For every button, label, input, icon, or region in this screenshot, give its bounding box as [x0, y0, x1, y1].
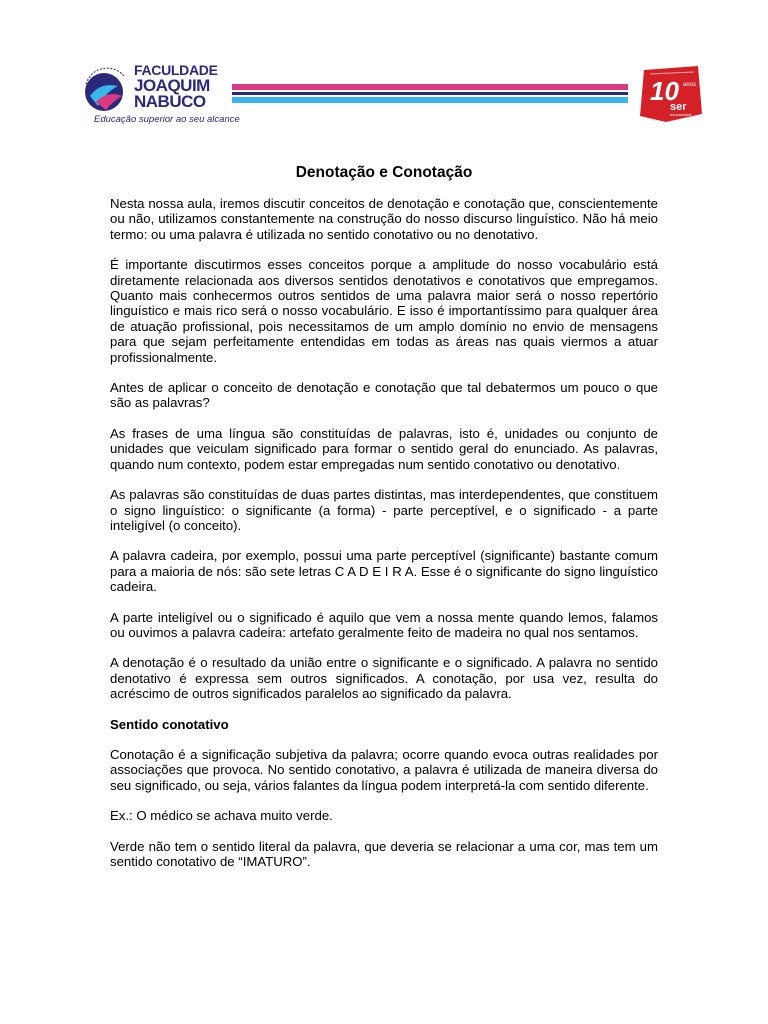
pink-stripe [232, 84, 628, 90]
ser-10-anos-badge-icon [636, 64, 706, 126]
paragraph: Conotação é a significação subjetiva da palavra; ocorre quando evoca outras realidades por associações que provoca. No sentido conotativo, a palavra é utilizada de maneira diversa do seu significado, ou seja, vários falantes da língua podem interpretá-la com sentido diferente. [110, 746, 658, 793]
paragraph: A palavra cadeira, por exemplo, possui uma parte perceptível (significante) bastante comum para a maioria de nós: são sete letras C A D E I R A. Esse é o significante do signo linguístico cadeira. [110, 548, 658, 595]
document-body [110, 160, 658, 884]
cyan-stripe [232, 97, 628, 103]
logo-line-2: JOAQUIM [134, 76, 210, 95]
document-title: Denotação e Conotação [295, 164, 473, 181]
badge-anos: anos [683, 82, 697, 88]
paragraph: Antes de aplicar o conceito de denotação e conotação que tal debatermos um pouco o que são as palavras? [110, 380, 658, 411]
logo-line-3: NABUCO [134, 92, 206, 111]
badge-small: educacional [670, 112, 692, 117]
section-subtitle: Sentido conotativo [110, 716, 229, 732]
paragraph: A parte inteligível ou o significado é aquilo que vem a nossa mente quando lemos, falamos ou ouvimos a palavra cadeira: artefato geralmente feito de madeira no qual nos sentamos. [110, 609, 658, 640]
logo-line-1: FACULDADE [134, 62, 218, 78]
paragraph: A denotação é o resultado da união entre o significante e o significado. A palavra no sentido denotativo é expressa sem outros significados. A conotação, por usa vez, resulta do acréscimo de outros significados paralelos ao significado da palavra. [110, 655, 658, 702]
paragraph: Nesta nossa aula, iremos discutir conceitos de denotação e conotação que, conscientemente ou não, utilizamos constantemente na construção do nosso discurso linguístico. Não há meio termo: ou uma palavra é utilizada no sentido conotativo ou no denotativo. [110, 196, 658, 242]
paragraph: As frases de uma língua são constituídas de palavras, isto é, unidades ou conjunto de unidades que veiculam significado para formar o sentido geral do enunciado. As palavras, quando num contexto, podem estar empregadas num sentido conotativo ou denotativo. [110, 425, 658, 472]
paragraph: As palavras são constituídas de duas partes distintas, mas interdependentes, que constituem o signo linguístico: o significante (a forma) - parte perceptível, e o significado - a parte inteligível (o conceito). [110, 487, 658, 533]
header-stripes [232, 84, 628, 103]
badge-brand: ser [670, 101, 687, 113]
badge-number: 10 [650, 76, 679, 106]
logo-emblem-icon [78, 62, 136, 114]
logo-tagline: Educação superior ao seu alcance [94, 114, 240, 125]
page-header [0, 0, 768, 135]
paragraph: É importante discutirmos esses conceitos porque a amplitude do nosso vocabulário está diretamente relacionada aos diversos sentidos denotativos e conotativos que empregamos. Quanto mais conhecermos outros sentidos de uma palavra maior será o nosso repertório linguístico e mais rico será o nosso vocabulário. E isso é importantíssimo para qualquer área de atuação profissional, pois necessitamos de um amplo domínio no envio de mensagens para que sejam perfeitamente entendidas em todas as áreas nas quais viermos a atuar profissionalmente. [110, 257, 658, 365]
navy-stripe [232, 92, 628, 95]
faculdade-logo [78, 62, 240, 125]
paragraph: Verde não tem o sentido literal da palavra, que deveria se relacionar a uma cor, mas tem um sentido conotativo de “IMATURO”. [110, 838, 658, 869]
logo-wordmark [134, 62, 218, 110]
example-line: Ex.: O médico se achava muito verde. [110, 808, 333, 824]
